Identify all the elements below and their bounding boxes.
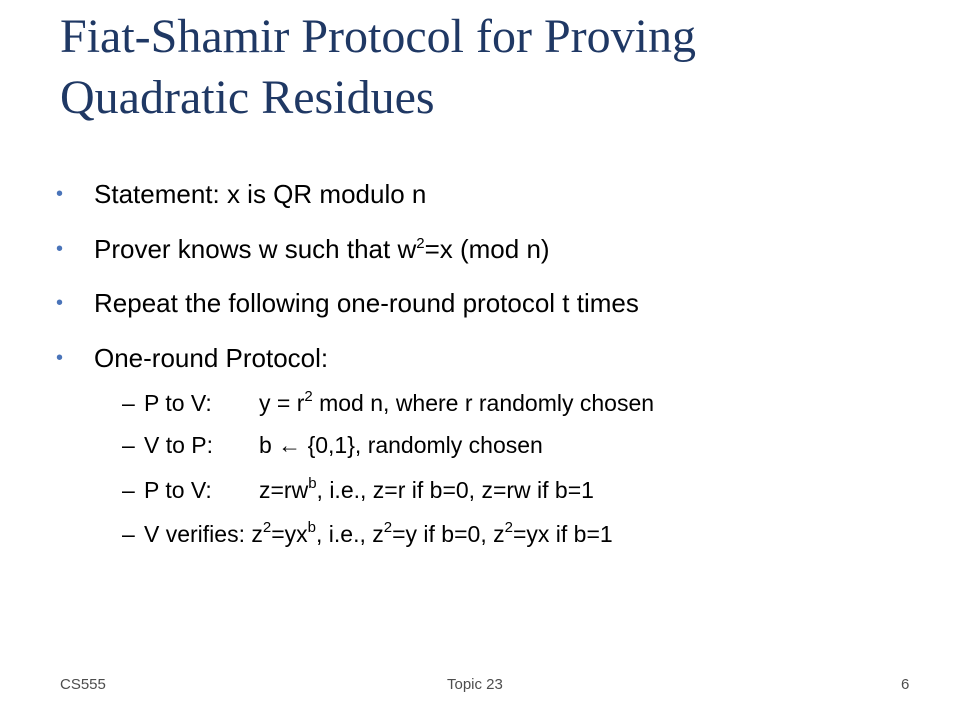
step-dash: – — [122, 432, 135, 458]
bullet-text: Statement: x is QR modulo n — [94, 179, 427, 209]
step-text: V verifies: $z^2=yx^b$, i.e., $z^2=y$ if b=0, $z^2=yx$ if b=1 — [144, 519, 613, 547]
bullet-dot: • — [56, 183, 64, 205]
footer-course: CS555 — [60, 676, 106, 693]
footer-topic: Topic 23 — [447, 676, 503, 693]
step-dash: – — [122, 390, 135, 416]
title-line-2: Quadratic Residues — [60, 71, 435, 124]
step-text: $z=rw^b$, i.e., z=r if b=0, z=rw if b=1 — [259, 475, 594, 503]
step-label: P to V: — [144, 477, 212, 503]
bullet-text: Prover knows w such that $w^2=x$ (mod n) — [94, 234, 550, 264]
step-dash: – — [122, 521, 135, 547]
bullet-dot: • — [56, 292, 64, 314]
footer-page-number: 6 — [901, 676, 910, 693]
bullet-dot: • — [56, 238, 64, 260]
step-label: V to P: — [144, 432, 214, 458]
bullet-dot: • — [56, 347, 64, 369]
step-label: P to V: — [144, 390, 212, 416]
title-line-1: Fiat-Shamir Protocol for Proving — [60, 10, 696, 63]
bullet-text: Repeat the following one-round protocol t times — [94, 288, 639, 318]
step-text: b ← {0,1}, randomly chosen — [259, 432, 543, 458]
step-text: $y = r^2$ mod n, where r randomly chosen — [259, 388, 655, 416]
bullet-text: One-round Protocol: — [94, 343, 329, 373]
step-dash: – — [122, 477, 135, 503]
